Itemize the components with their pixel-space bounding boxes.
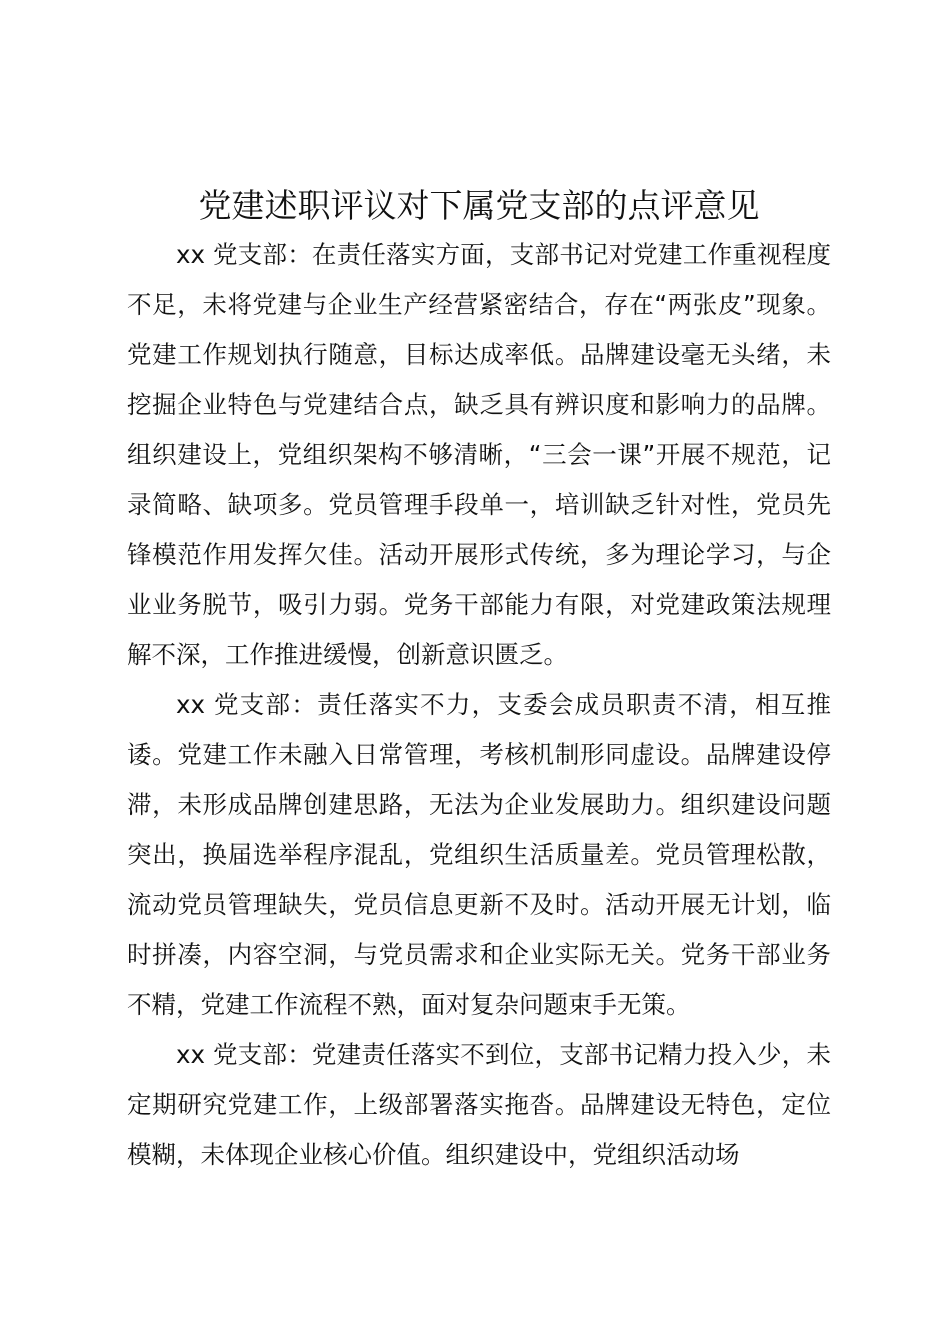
paragraph: xx 党支部：党建责任落实不到位，支部书记精力投入少，未定期研究党建工作，上级部署落实拖沓。品牌建设无特色，定位模糊，未体现企业核心价值。组织建设中，党组织活动场: [127, 1040, 831, 1169]
document-body: [127, 230, 831, 1180]
paragraph: xx 党支部：在责任落实方面，支部书记对党建工作重视程度不足，未将党建与企业生产经营紧密结合，存在“两张皮”现象。党建工作规划执行随意，目标达成率低。品牌建设毫无头绪，未挖掘企业特色与党建结合点，缺乏具有辨识度和影响力的品牌。组织建设上，党组织架构不够清晰，“三会一课”开展不规范，记录简略、缺项多。党员管理手段单一，培训缺乏针对性，党员先锋模范作用发挥欠佳。活动开展形式传统，多为理论学习，与企业业务脱节，吸引力弱。党务干部能力有限，对党建政策法规理解不深，工作推进缓慢，创新意识匮乏。: [127, 240, 831, 669]
document-title: 党建述职评议对下属党支部的点评意见: [198, 186, 760, 225]
paragraph: xx 党支部：责任落实不力，支委会成员职责不清，相互推诿。党建工作未融入日常管理，考核机制形同虚设。品牌建设停滞，未形成品牌创建思路，无法为企业发展助力。组织建设问题突出，换届选举程序混乱，党组织生活质量差。党员管理松散，流动党员管理缺失，党员信息更新不及时。活动开展无计划，临时拼凑，内容空洞，与党员需求和企业实际无关。党务干部业务不精，党建工作流程不熟，面对复杂问题束手无策。: [127, 690, 831, 1019]
